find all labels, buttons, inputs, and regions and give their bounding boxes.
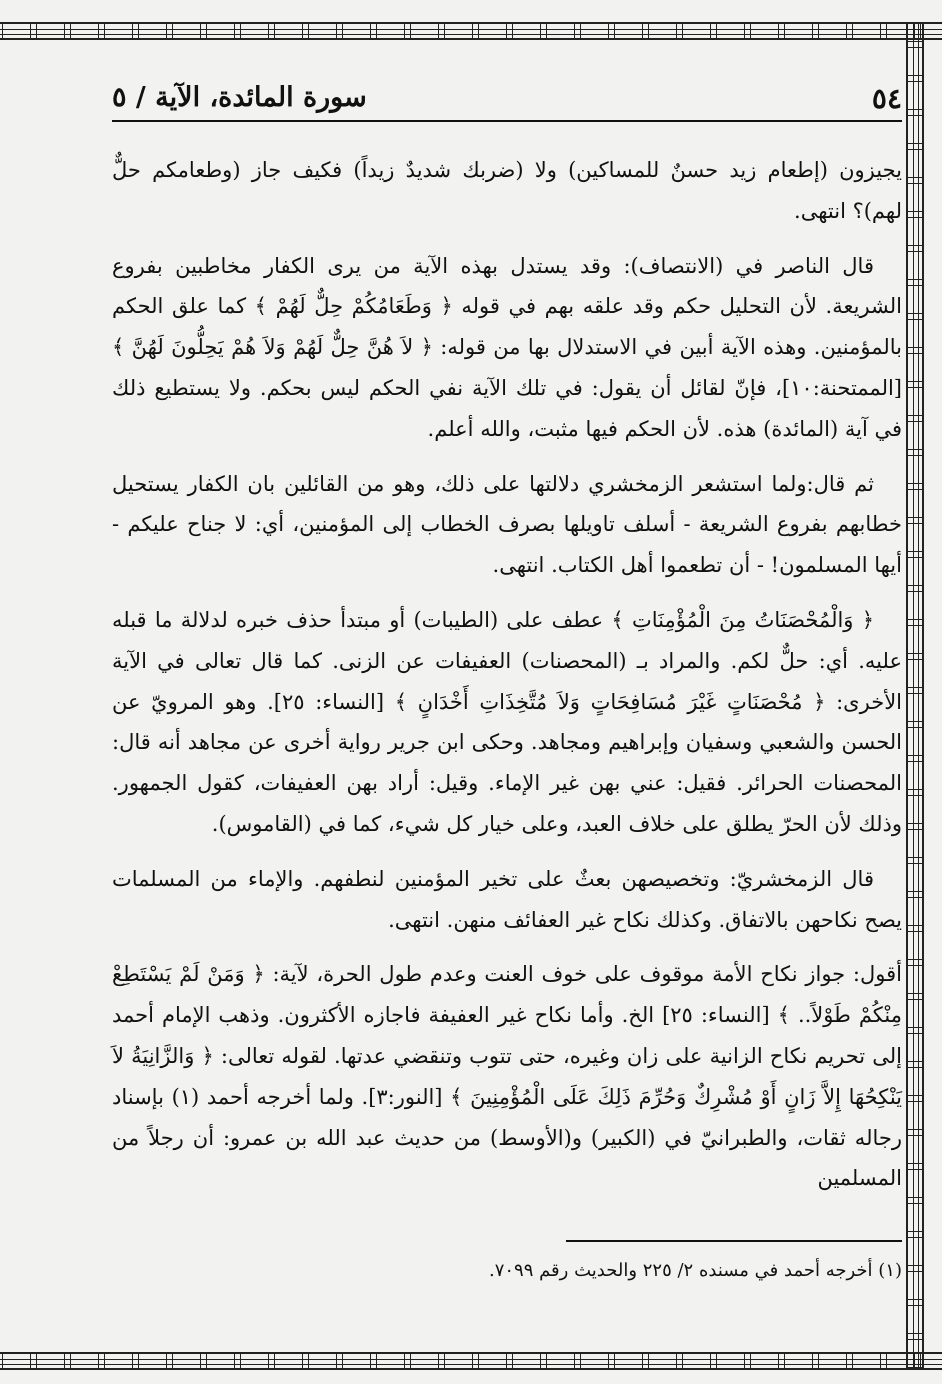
footnote: (١) أخرجه أحمد في مسنده ٢/ ٢٢٥ والحديث رقم ٧٠٩٩. [488,1260,902,1281]
book-page [112,60,902,1350]
ornamental-border-bottom [0,1352,942,1370]
paragraph: قال الناصر في (الانتصاف): وقد يستدل بهذه الآية من يرى الكفار مخاطبين بفروع الشريعة. لأن التحليل حكم وقد علقه بهم في قوله ﴿ وَطَعَامُكُمْ حِلٌّ لَهُمْ ﴾ كما علق الحكم بالمؤمنين. وهذه الآية أبين في الاستدلال بها من قوله: ﴿ لاَ هُنَّ حِلٌّ لَهُمْ وَلاَ هُمْ يَحِلُّونَ لَهُنَّ ﴾ [الممتحنة:١٠]، فإنّ لقائل أن يقول: في تلك الآية نفي الحكم ليس بحكم. ولا يستطيع ذلك في آية (المائدة) هذه. لأن الحكم فيها مثبت، والله أعلم. [112,253,902,441]
ornamental-border-right [906,22,924,1370]
paragraph: ثم قال:ولما استشعر الزمخشري دلالتها على ذلك، وهو من القائلين بان الكفار يستحيل خطابهم بفروع الشريعة - أسلف تاويلها بصرف الخطاب إلى المؤمنين، أي: لا جناح عليكم - أيها المسلمون! - أن تطعموا أهل الكتاب. انتهى. [112,471,902,578]
paragraph: يجيزون (إطعام زيد حسنٌ للمساكين) ولا (ضربك شديدٌ زيداً) فكيف جاز (وطعامكم حلٌّ لهم)؟ انتهى. [112,158,902,223]
paragraph: ﴿ وَالْمُحْصَنَاتُ مِنَ الْمُؤْمِنَاتِ ﴾ عطف على (الطيبات) أو مبتدأ حذف خبره لدلالة ما قبله عليه. أي: حلٌّ لكم. والمراد بـ (المحصنات) العفيفات عن الزنى. كما قال تعالى في الآية الأخرى: ﴿ مُحْصَنَاتٍ غَيْرَ مُسَافِحَاتٍ وَلاَ مُتَّخِذَاتِ أَخْدَانٍ ﴾ [النساء: ٢٥]. وهو المرويّ عن الحسن والشعبي وسفيان وإبراهيم ومجاهد. وحكى ابن جرير رواية أخرى عن مجاهد أنه قال: المحصنات الحرائر. فقيل: عني بهن غير الإماء. وقيل: أراد بهن العفيفات، كقول الجمهور. وذلك لأن الحرّ يطلق على خلاف العبد، وعلى خيار كل شيء، كما في (القاموس). [112,607,902,836]
main-text [112,150,902,1213]
sura-title: سورة المائدة، الآية / ٥ [112,82,367,113]
paragraph: قال الزمخشريّ: وتخصيصهن بعثٌ على تخير المؤمنين لنطفهم. والإماء من المسلمات يصح نكاحهن بالاتفاق. وكذلك نكاح غير العفائف منهن. انتهى. [112,866,902,932]
footnote-rule [566,1240,902,1242]
ornamental-border-top [0,22,942,40]
running-header [112,78,902,124]
paragraph: أقول: جواز نكاح الأمة موقوف على خوف العنت وعدم طول الحرة، لآية: ﴿ وَمَنْ لَمْ يَسْتَطِعْ مِنْكُمْ طَوْلاً.. ﴾ [النساء: ٢٥] الخ. وأما نكاح غير العفيفة فاجازه الأكثرون. وذهب الإمام أحمد إلى تحريم نكاح الزانية على زان وغيره، حتى تتوب وتنقضي عدتها. لقوله تعالى: ﴿ وَالزَّانِيَةُ لاَ يَنْكِحُهَا إِلاَّ زَانٍ أَوْ مُشْرِكٌ وَحُرِّمَ ذَلِكَ عَلَى الْمُؤْمِنِينَ ﴾ [النور:٣]. ولما أخرجه أحمد (١) بإسناد رجاله ثقات، والطبرانيّ في (الكبير) و(الأوسط) من حديث عبد الله بن عمرو: أن رجلاً من المسلمين [112,962,902,1191]
header-rule [112,120,902,122]
page-number: ٥٤ [871,82,902,115]
